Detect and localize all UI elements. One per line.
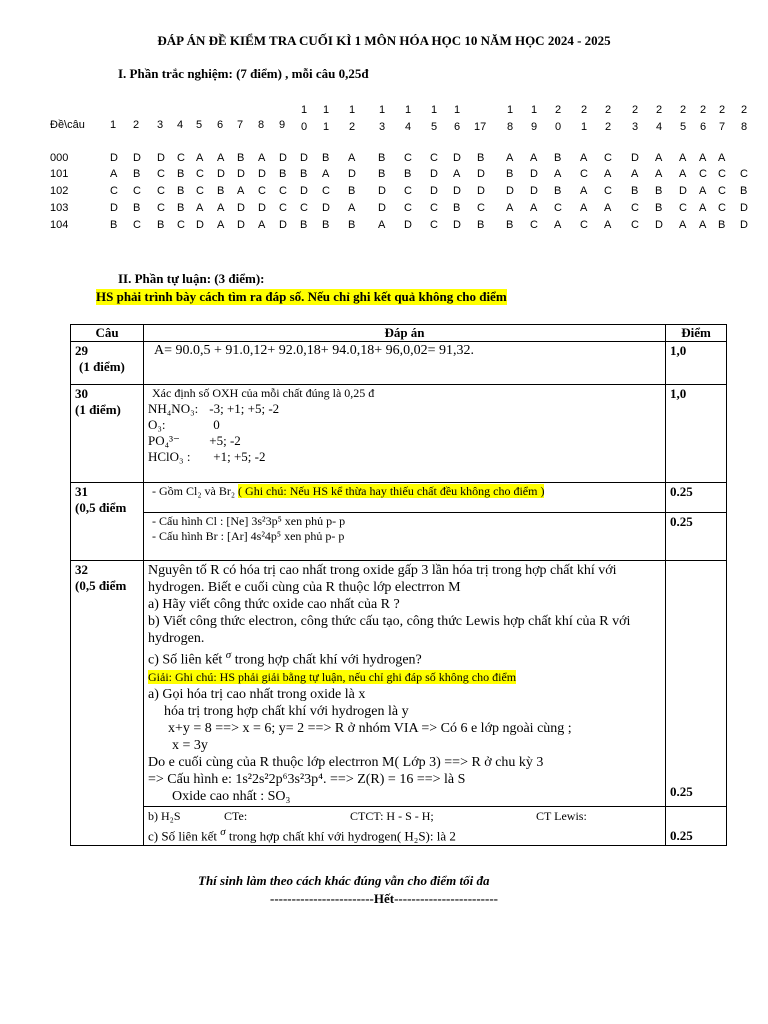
q32-c-post: trong hợp chất khí với hydrogen( H₂S): là 2 (228, 827, 456, 843)
answer-cell: D (655, 219, 663, 231)
answer-cell: D (237, 168, 245, 180)
q30-formula-1: NH₄NO₃: (148, 401, 199, 416)
answer-cell: B (740, 185, 748, 197)
answer-cell: A (506, 202, 514, 214)
q32-prompt: Nguyên tố R có hóa trị cao nhất trong oxide gấp 3 lần hóa trị trong hợp chất khí với hydrogen. Biết e cuối cùng của R thuộc lớp electrron M (148, 563, 617, 595)
answer-cell: B (655, 202, 663, 214)
question-number: 1 0 (300, 104, 308, 133)
header-dap-an: Đáp án (144, 325, 666, 342)
answer-cell: A (554, 219, 562, 231)
q32-sol-3: x+y = 8 ==> x = 6; y= 2 ==> R ở nhóm VIA => Có 6 e lớp ngoài cùng ; (168, 720, 572, 736)
question-number: 1 8 (506, 104, 514, 133)
question-number: 1 2 (348, 104, 356, 133)
question-number: 2 5 (679, 104, 687, 133)
answer-cell: D (477, 168, 485, 180)
answer-cell: D (631, 152, 639, 164)
answer-cell: A (217, 202, 225, 214)
answer-cell: A (258, 219, 266, 231)
answer-cell: C (196, 168, 204, 180)
answer-cell: A (110, 168, 118, 180)
answer-cell: A (217, 219, 225, 231)
question-number: 1 3 (378, 104, 386, 133)
footer-note: Thí sinh làm theo cách khác đúng vẫn cho điểm tối đa (198, 873, 490, 888)
answer-cell: B (453, 202, 461, 214)
question-number: 1 9 (530, 104, 538, 133)
answer-cell: C (430, 219, 438, 231)
answer-cell: B (322, 219, 330, 231)
answer-cell: A (699, 152, 707, 164)
answer-cell: A (530, 202, 538, 214)
q29-score: 1,0 (666, 342, 727, 385)
answer-cell: B (631, 185, 639, 197)
q29-label (71, 342, 144, 385)
answer-cell: C (404, 185, 412, 197)
answer-cell: B (279, 168, 287, 180)
answer-cell: D (679, 185, 687, 197)
answer-cell: B (133, 168, 141, 180)
header-cau: Câu (71, 325, 144, 342)
q29-points: (1 điểm) (79, 359, 125, 374)
answer-cell: C (110, 185, 118, 197)
answer-cell: A (655, 152, 663, 164)
exam-code: 103 (50, 202, 69, 214)
answer-cell: B (718, 219, 726, 231)
q30-values-4: +1; +5; -2 (213, 449, 266, 464)
table-row-q32b (71, 806, 727, 845)
answer-cell: D (133, 152, 141, 164)
q32-b-line (148, 808, 661, 824)
exam-code: 102 (50, 185, 69, 197)
question-number: 17 (474, 121, 487, 133)
answer-cell: D (300, 185, 308, 197)
answer-cell: D (279, 152, 287, 164)
question-number: 2 6 (699, 104, 707, 133)
q31-b-line1: - Cấu hình Cl : [Ne] 3s²3p⁵ xen phủ p- p (152, 514, 346, 528)
answer-cell: D (740, 202, 748, 214)
answer-cell: B (477, 219, 485, 231)
answer-cell: D (453, 219, 461, 231)
answer-cell: B (300, 168, 308, 180)
answer-cell: C (740, 168, 748, 180)
answer-cell: D (530, 185, 538, 197)
answer-cell: D (453, 152, 461, 164)
q32-prompt-c-post: trong hợp chất khí với hydrogen? (234, 652, 422, 668)
answer-cell: A (348, 202, 356, 214)
answer-cell: B (554, 185, 562, 197)
q32-c-pre: c) Số liên kết (148, 827, 217, 843)
q32-sol-7: Oxide cao nhất : SO₃ (172, 788, 291, 804)
q31-answer-b (144, 513, 666, 561)
question-number: 9 (279, 119, 286, 131)
q29-answer-text: A= 90.0,5 + 91.0,12+ 92.0,18+ 94.0,18+ 96,0,02= 91,32. (154, 343, 474, 358)
answer-cell: D (477, 185, 485, 197)
answer-cell: B (322, 152, 330, 164)
answer-cell: D (530, 168, 538, 180)
answer-cell: B (506, 219, 514, 231)
answer-cell: A (506, 152, 514, 164)
q30-line4 (148, 449, 661, 465)
question-number: 2 1 (580, 104, 588, 133)
answer-cell: D (740, 219, 748, 231)
answer-cell: A (453, 168, 461, 180)
q30-number: 30 (75, 386, 88, 401)
answer-cell: A (679, 152, 687, 164)
answer-cell: B (378, 152, 386, 164)
answer-cell: B (404, 168, 412, 180)
answer-cell: A (580, 202, 588, 214)
answer-cell: D (378, 185, 386, 197)
answer-cell: A (348, 152, 356, 164)
answer-cell: C (177, 219, 185, 231)
answer-cell: A (679, 219, 687, 231)
q32-sol-2: hóa trị trong hợp chất khí với hydrogen là y (164, 703, 409, 719)
q32-points: (0,5 điểm (75, 578, 127, 593)
answer-cell: D (506, 185, 514, 197)
question-number: 5 (196, 119, 203, 131)
answer-cell: C (404, 152, 412, 164)
answer-cell: B (348, 219, 356, 231)
answer-cell: D (322, 202, 330, 214)
answer-cell: C (430, 152, 438, 164)
grid-corner-label: Đề\câu (50, 119, 85, 131)
answer-cell: D (217, 168, 225, 180)
answer-cell: D (237, 219, 245, 231)
q31-number: 31 (75, 484, 88, 499)
answer-cell: D (110, 152, 118, 164)
q30-line3 (148, 433, 661, 449)
q32-giai-note-wrap (148, 669, 661, 686)
answer-cell: B (110, 219, 118, 231)
answer-cell: C (279, 185, 287, 197)
sigma-symbol-2: σ (220, 825, 226, 838)
q31-b-line2: - Cấu hình Br : [Ar] 4s²4p⁵ xen phủ p- p (152, 529, 345, 543)
answer-cell: C (157, 185, 165, 197)
q32-c-line (148, 824, 661, 844)
answer-cell: A (237, 185, 245, 197)
q32-b-cte: CTe: (224, 808, 248, 823)
answer-cell: B (177, 168, 185, 180)
q31-a-score: 0.25 (666, 483, 727, 513)
q30-values-3: +5; -2 (209, 433, 241, 448)
answer-cell: A (530, 152, 538, 164)
table-header-row (71, 325, 727, 342)
answer-cell: D (430, 168, 438, 180)
question-number: 1 1 (322, 104, 330, 133)
answer-cell: D (348, 168, 356, 180)
q32-answer-main (144, 561, 666, 807)
answer-cell: D (378, 202, 386, 214)
header-diem: Điểm (666, 325, 727, 342)
q32-b-h2s: b) H₂S (148, 808, 181, 823)
question-number: 1 6 (453, 104, 461, 133)
answer-cell: C (718, 185, 726, 197)
answer-cell: C (477, 202, 485, 214)
answer-cell: D (258, 202, 266, 214)
q30-score: 1,0 (666, 385, 727, 483)
question-number: 7 (237, 119, 244, 131)
answer-cell: C (404, 202, 412, 214)
part1-title: I. Phần trắc nghiệm: (7 điểm) , mỗi câu 0,25đ (118, 66, 369, 81)
q30-values-1: -3; +1; +5; -2 (209, 401, 280, 416)
question-number: 8 (258, 119, 265, 131)
question-number: 2 4 (655, 104, 663, 133)
answer-cell: C (718, 202, 726, 214)
q30-intro: Xác định số OXH của mỗi chất đúng là 0,25 đ (152, 386, 375, 400)
answer-cell: A (196, 152, 204, 164)
answer-cell: C (258, 185, 266, 197)
answer-cell: A (655, 168, 663, 180)
answer-cell: D (237, 202, 245, 214)
q30-line1 (148, 401, 661, 417)
q31-points: (0,5 điểm (75, 500, 127, 515)
answer-cell: A (378, 219, 386, 231)
answer-cell: B (157, 219, 165, 231)
q32-prompt-b: b) Viết công thức electron, công thức cấu tạo, công thức Lewis hợp chất khí của R với hydrogen. (148, 614, 631, 646)
q29-answer (144, 342, 666, 385)
table-row-q29 (71, 342, 727, 385)
q31-a-text: - Gồm Cl₂ và Br₂ (152, 484, 236, 498)
answer-cell: D (300, 152, 308, 164)
answer-cell: A (604, 219, 612, 231)
q30-values-2: 0 (213, 417, 220, 432)
q32-sol-6: => Cấu hình e: 1s²2s²2p⁶3s²3p⁴. ==> Z(R) = 16 ==> là S (148, 771, 466, 787)
question-number: 3 (157, 119, 164, 131)
q30-line2 (148, 417, 661, 433)
answer-cell: C (631, 202, 639, 214)
answer-cell: A (699, 219, 707, 231)
q31-answer-a (144, 483, 666, 513)
question-number: 1 4 (404, 104, 412, 133)
answer-cell: D (196, 219, 204, 231)
answer-cell: C (177, 152, 185, 164)
q30-formula-4: HClO₃ : (148, 449, 191, 464)
answer-cell: D (453, 185, 461, 197)
part2-note: HS phải trình bày cách tìm ra đáp số. Nếu chỉ ghi kết quả không cho điểm (96, 289, 507, 304)
question-number: 6 (217, 119, 224, 131)
answer-cell: B (378, 168, 386, 180)
answer-cell: C (679, 202, 687, 214)
answer-cell: C (322, 185, 330, 197)
q32-sol-4: x = 3y (172, 737, 208, 753)
q32-label (71, 561, 144, 846)
q32-prompt-c-pre: c) Số liên kết (148, 652, 223, 668)
q31-b-score: 0.25 (666, 513, 727, 561)
answer-cell: D (258, 168, 266, 180)
answer-cell: D (404, 219, 412, 231)
answer-cell: A (554, 168, 562, 180)
q30-label (71, 385, 144, 483)
exam-code: 104 (50, 219, 69, 231)
answer-cell: A (580, 185, 588, 197)
q32-answer-bc (144, 806, 666, 845)
answer-cell: B (554, 152, 562, 164)
answer-cell: A (699, 185, 707, 197)
answer-cell: C (133, 185, 141, 197)
answer-cell: C (133, 219, 141, 231)
q32-sol-5: Do e cuối cùng của R thuộc lớp electrron M( Lớp 3) ==> R ở chu kỳ 3 (148, 754, 544, 770)
answer-cell: B (177, 185, 185, 197)
q30-formula-3: PO₄³⁻ (148, 433, 180, 448)
q32-a-score: 0.25 (666, 561, 727, 807)
q32-number: 32 (75, 562, 88, 577)
answer-cell: B (237, 152, 245, 164)
answer-cell: C (300, 202, 308, 214)
answer-cell: C (699, 168, 707, 180)
answer-cell: B (655, 185, 663, 197)
answer-cell: C (430, 202, 438, 214)
document-title: ĐÁP ÁN ĐỀ KIỂM TRA CUỐI KÌ 1 MÔN HÓA HỌC 10 NĂM HỌC 2024 - 2025 (157, 33, 611, 48)
answer-cell: C (554, 202, 562, 214)
answer-cell: A (699, 202, 707, 214)
question-number: 4 (177, 119, 184, 131)
answer-cell: C (530, 219, 538, 231)
q32-bc-score: 0.25 (666, 806, 727, 845)
table-row-q32a (71, 561, 727, 807)
answer-cell: D (157, 152, 165, 164)
q32-prompt-c (148, 647, 661, 669)
answer-cell: C (718, 168, 726, 180)
table-row-q30 (71, 385, 727, 483)
answer-cell: C (279, 202, 287, 214)
answer-cell: C (580, 168, 588, 180)
answer-cell: A (679, 168, 687, 180)
answer-cell: B (506, 168, 514, 180)
question-number: 1 5 (430, 104, 438, 133)
answer-cell: A (604, 202, 612, 214)
q32-b-ctct: CTCT: H - S - H; (350, 808, 434, 823)
answer-cell: C (631, 219, 639, 231)
exam-code: 101 (50, 168, 69, 180)
answer-cell: C (580, 219, 588, 231)
question-number: 2 2 (604, 104, 612, 133)
q32-giai-note: Giải: Ghi chú: HS phải giải bằng tự luận, nếu chỉ ghi đáp số không cho điểm (148, 669, 517, 684)
footer-end: ------------------------Hết------------------------ (269, 891, 498, 906)
q30-answer (144, 385, 666, 483)
table-row-q31b (71, 513, 727, 561)
q31-label (71, 483, 144, 561)
part2-title: II. Phần tự luận: (3 điểm): (118, 271, 265, 286)
answer-cell: A (322, 168, 330, 180)
answer-cell: B (133, 202, 141, 214)
q29-number: 29 (75, 343, 88, 358)
question-number: 2 8 (740, 104, 748, 133)
answer-cell: B (300, 219, 308, 231)
q32-prompt-a: a) Hãy viết công thức oxide cao nhất của R ? (148, 597, 400, 612)
answer-cell: D (110, 202, 118, 214)
table-row-q31a (71, 483, 727, 513)
essay-answer-table (70, 324, 727, 846)
answer-cell: C (196, 185, 204, 197)
exam-code: 000 (50, 152, 69, 164)
q30-formula-2: O₃: (148, 417, 166, 432)
question-number: 2 7 (718, 104, 726, 133)
answer-cell: A (718, 152, 726, 164)
answer-cell: B (217, 185, 225, 197)
answer-cell: C (157, 202, 165, 214)
q32-b-lewis: CT Lewis: (536, 808, 587, 823)
answer-cell: D (430, 185, 438, 197)
answer-cell: B (348, 185, 356, 197)
question-number: 2 3 (631, 104, 639, 133)
sigma-symbol: σ (225, 649, 232, 661)
question-number: 2 (133, 119, 140, 131)
answer-cell: C (604, 185, 612, 197)
answer-cell: A (604, 168, 612, 180)
answer-cell: A (258, 152, 266, 164)
answer-cell: A (631, 168, 639, 180)
answer-cell: C (604, 152, 612, 164)
answer-cell: C (157, 168, 165, 180)
question-number: 2 0 (554, 104, 562, 133)
q31-a-note: ( Ghi chú: Nếu HS kể thừa hay thiếu chất đều không cho điểm ) (238, 484, 545, 498)
answer-cell: A (217, 152, 225, 164)
answer-cell: B (177, 202, 185, 214)
q30-points: (1 điểm) (75, 402, 121, 417)
answer-cell: B (477, 152, 485, 164)
answer-cell: D (279, 219, 287, 231)
answer-cell: A (580, 152, 588, 164)
q32-sol-1: a) Gọi hóa trị cao nhất trong oxide là x (148, 686, 366, 702)
question-number: 1 (110, 119, 117, 131)
answer-cell: A (196, 202, 204, 214)
